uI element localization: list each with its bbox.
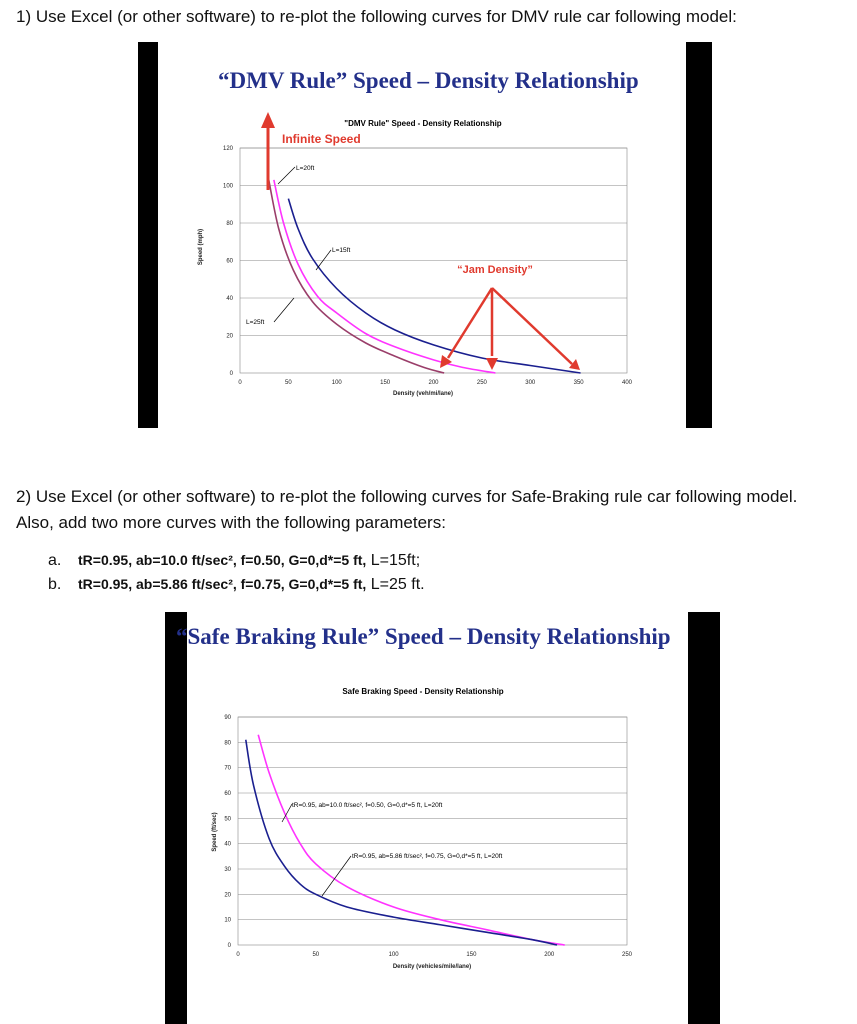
question-1-text: 1) Use Excel (or other software) to re-plot the following curves for DMV rule car following model: [16, 7, 737, 26]
dmv-gridlines [240, 148, 627, 373]
y-tick-label: 70 [224, 765, 231, 772]
dmv-x-axis-label: Density (veh/mi/lane) [392, 391, 454, 397]
l20-label: L=20ft [296, 165, 315, 172]
dmv-tick-labels [223, 146, 633, 386]
y-tick-label: 60 [224, 791, 231, 797]
x-tick-label: 50 [285, 380, 292, 386]
sb-curve-2-label: tR=0.95, ab=5.86 ft/sec², f=0.75, G=0,d*=5 ft, L=20ft [352, 853, 503, 860]
c2-series-line-2 [246, 740, 557, 945]
dmv-chart [190, 112, 650, 412]
c1-series-line-2 [274, 180, 496, 373]
x-tick-label: 100 [331, 380, 342, 386]
y-tick-label: 0 [227, 943, 231, 949]
item-b-label: b. [48, 576, 62, 593]
x-tick-label: 200 [428, 380, 439, 386]
y-tick-label: 30 [224, 867, 231, 873]
y-tick-label: 40 [226, 296, 233, 302]
jam-arrow-icon [440, 355, 452, 368]
param-item-b [48, 576, 425, 594]
l25-label: L=25ft [246, 319, 265, 326]
x-tick-label: 250 [476, 380, 487, 386]
y-tick-label: 60 [226, 258, 233, 265]
sb-series [246, 735, 565, 945]
item-b-params: tR=0.95, ab=5.86 ft/sec², f=0.75, G=0,d*=5 ft, [78, 576, 367, 592]
x-tick-label: 250 [621, 952, 633, 958]
question-2-line-1: 2) Use Excel (or other software) to re-plot the following curves for Safe-Braking rule car following model. [16, 487, 798, 506]
slide-2-title: “Safe Braking Rule” Speed – Density Relationship [176, 624, 671, 649]
y-tick-label: 10 [224, 917, 231, 924]
sb-x-axis-label: Density (vehicles/mile/lane) [392, 964, 472, 970]
dmv-chart-title: "DMV Rule" Speed - Density Relationship [344, 119, 502, 128]
y-tick-label: 40 [224, 841, 231, 848]
x-tick-label: 150 [380, 380, 391, 386]
y-tick-label: 80 [226, 221, 233, 227]
up-arrow-icon [261, 112, 275, 128]
c1-series-line-1 [288, 199, 580, 373]
slide-1-title: “DMV Rule” Speed – Density Relationship [218, 68, 639, 93]
slide-2-left-border [165, 612, 187, 1024]
x-tick-label: 200 [544, 952, 555, 958]
sb-chart-title: Safe Braking Speed - Density Relationship [342, 687, 504, 696]
x-tick-label: 150 [466, 952, 477, 958]
safe-braking-chart [200, 680, 660, 980]
jam-arrow-icon [569, 359, 580, 370]
c2-series-line-1 [258, 735, 565, 945]
x-tick-label: 350 [573, 380, 584, 386]
item-a-length: L=15ft; [370, 552, 421, 569]
slide-2-right-border [688, 612, 720, 1024]
x-tick-label: 300 [525, 380, 536, 386]
infinite-speed-label: Infinite Speed [282, 132, 361, 146]
sb-curve-annotations [282, 802, 503, 896]
item-a-label: a. [48, 552, 62, 569]
y-tick-label: 20 [224, 892, 231, 899]
jam-density-label: “Jam Density” [457, 264, 533, 276]
y-tick-label: 90 [224, 715, 231, 721]
l15-label: L=15ft [332, 247, 351, 254]
jam-arrow-icon [486, 358, 498, 370]
param-item-a [48, 552, 420, 570]
c1-series-line-3 [268, 176, 444, 373]
curve-length-annotations [246, 165, 350, 326]
x-tick-label: 400 [621, 380, 633, 386]
y-tick-label: 20 [226, 333, 233, 340]
x-tick-label: 100 [388, 952, 399, 958]
y-tick-label: 100 [222, 183, 233, 190]
jam-density-annotation [440, 264, 580, 370]
question-2-line-2: Also, add two more curves with the following parameters: [16, 513, 446, 532]
c2-plot-area [238, 717, 627, 945]
x-tick-label: 0 [238, 380, 242, 386]
slide-1-right-border [686, 42, 712, 428]
sb-curve-1-label: tR=0.95, ab=10.0 ft/sec², f=0.50, G=0,d*=5 ft, L=20ft [292, 802, 443, 809]
item-b-length: L=25 ft. [370, 576, 425, 593]
dmv-y-axis-label: Speed (mph) [198, 228, 204, 266]
y-tick-label: 50 [224, 816, 231, 823]
y-tick-label: 120 [222, 146, 233, 152]
slide-1-left-border [138, 42, 158, 428]
sb-gridlines [238, 717, 627, 945]
sb-tick-labels [224, 715, 632, 958]
dmv-series [268, 176, 581, 373]
x-tick-label: 50 [312, 952, 320, 958]
x-tick-label: 0 [236, 952, 240, 958]
y-tick-label: 0 [229, 371, 233, 377]
y-tick-label: 80 [224, 740, 231, 747]
sb-y-axis-label: Speed (ft/sec) [212, 812, 218, 852]
item-a-params: tR=0.95, ab=10.0 ft/sec², f=0.50, G=0,d*=5 ft, [78, 552, 367, 568]
